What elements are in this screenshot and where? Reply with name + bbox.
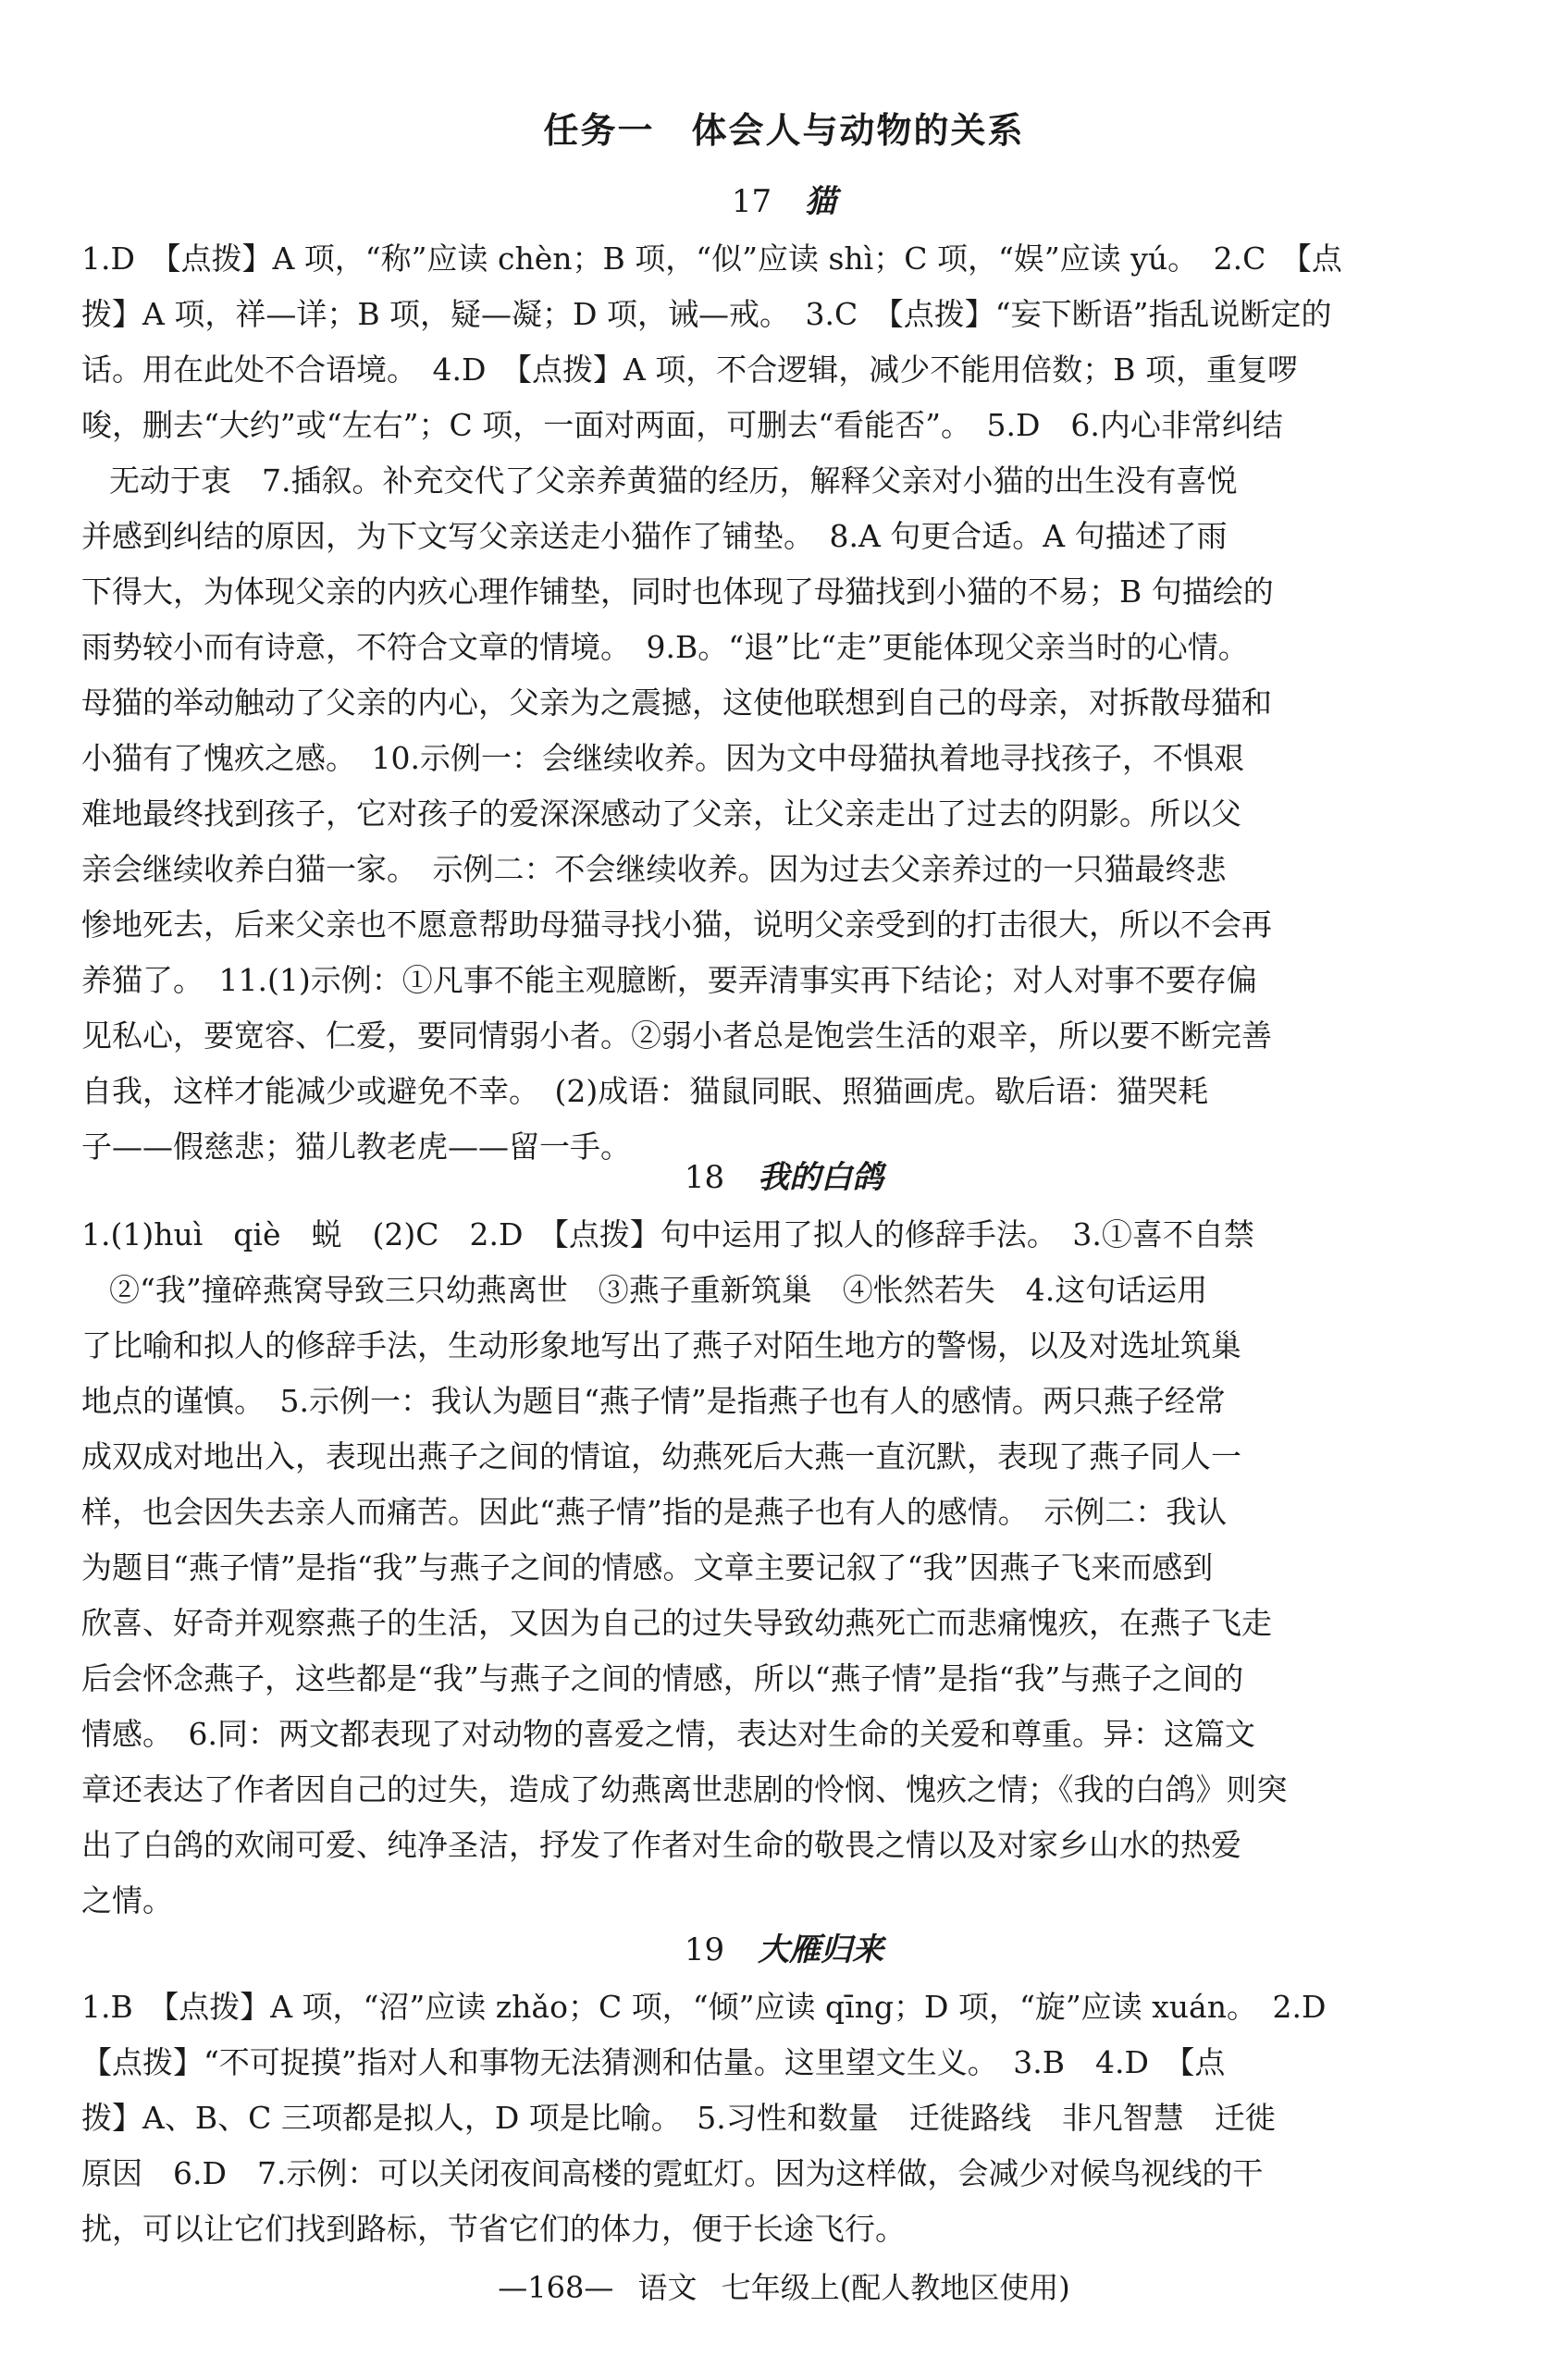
answer-line: 小猫有了愧疚之感。 10.示例一：会继续收养。因为文中母猫执着地寻找孩子，不惧艰 bbox=[81, 740, 1244, 776]
answer-line: 难地最终找到孩子，它对孩子的爱深深感动了父亲，让父亲走出了过去的阴影。所以父 bbox=[81, 796, 1241, 832]
answer-line: 为题目“燕子情”是指“我”与燕子之间的情感。文章主要记叙了“我”因燕子飞来而感到 bbox=[81, 1549, 1214, 1585]
answer-line: 出了白鸽的欢闹可爱、纯净圣洁，抒发了作者对生命的敬畏之情以及对家乡山水的热爱 bbox=[81, 1827, 1241, 1863]
answer-line: 1.D 【点拨】A 项，“称”应读 chèn；B 项，“似”应读 shì；C 项，“娱”应读 yú。 2.C 【点 bbox=[81, 241, 1342, 277]
answer-line: 母猫的举动触动了父亲的内心，父亲为之震撼，这使他联想到自己的母亲，对拆散母猫和 bbox=[81, 685, 1272, 721]
lesson-name: 我的白鸽 bbox=[758, 1159, 884, 1196]
lesson-number: 17 bbox=[731, 183, 772, 220]
task-title: 任务一 体会人与动物的关系 bbox=[543, 110, 1025, 151]
page-footer bbox=[0, 2264, 1568, 2307]
answer-line: 惨地死去，后来父亲也不愿意帮助母猫寻找小猫，说明父亲受到的打击很大，所以不会再 bbox=[81, 907, 1272, 943]
grade-info: 七年级上(配人教地区使用) bbox=[721, 2270, 1070, 2305]
answer-line: 成双成对地出入，表现出燕子之间的情谊，幼燕死后大燕一直沉默，表现了燕子同人一 bbox=[81, 1438, 1241, 1474]
answer-line: 拨】A、B、C 三项都是拟人，D 项是比喻。 5.习性和数量 迁徙路线 非凡智慧 迁徙 bbox=[81, 2100, 1276, 2136]
answer-line: 养猫了。 11.(1)示例：①凡事不能主观臆断，要弄清事实再下结论；对人对事不要存偏 bbox=[81, 962, 1257, 998]
answer-line: 见私心，要宽容、仁爱，要同情弱小者。②弱小者总是饱尝生活的艰辛，所以要不断完善 bbox=[81, 1018, 1272, 1054]
answer-line: ②“我”撞碎燕窝导致三只幼燕离世 ③燕子重新筑巢 ④怅然若失 4.这句话运用 bbox=[109, 1272, 1208, 1308]
page-number: —168— bbox=[498, 2270, 614, 2305]
lesson-17-answers bbox=[81, 231, 1395, 1175]
answer-line: 欣喜、好奇并观察燕子的生活，又因为自己的过失导致幼燕死亡而悲痛愧疚，在燕子飞走 bbox=[81, 1605, 1272, 1641]
answer-line: 自我，这样才能减少或避免不幸。 (2)成语：猫鼠同眠、照猫画虎。歇后语：猫哭耗 bbox=[81, 1073, 1209, 1109]
answer-line: 话。用在此处不合语境。 4.D 【点拨】A 项，不合逻辑，减少不能用倍数；B 项，重复啰 bbox=[81, 352, 1299, 388]
answer-line: 章还表达了作者因自己的过失，造成了幼燕离世悲剧的怜悯、愧疚之情；《我的白鸽》则突 bbox=[81, 1771, 1288, 1807]
subject: 语文 bbox=[637, 2270, 698, 2305]
answer-line: 1.B 【点拨】A 项，“沼”应读 zhǎo；C 项，“倾”应读 qīng；D 项，“旋”应读 xuán。 2.D bbox=[81, 1989, 1327, 2025]
answer-line: 【点拨】“不可捉摸”指对人和事物无法猜测和估量。这里望文生义。 3.B 4.D 【点 bbox=[81, 2044, 1226, 2080]
answer-line: 下得大，为体现父亲的内疚心理作铺垫，同时也体现了母猫找到小猫的不易；B 句描绘的 bbox=[81, 574, 1274, 610]
lesson-18-heading bbox=[0, 1152, 1568, 1197]
answer-line: 原因 6.D 7.示例：可以关闭夜间高楼的霓虹灯。因为这样做，会减少对候鸟视线的干 bbox=[81, 2155, 1264, 2191]
answer-line: 样，也会因失去亲人而痛苦。因此“燕子情”指的是燕子也有人的感情。 示例二：我认 bbox=[81, 1494, 1228, 1530]
answer-line: 子——假慈悲；猫儿教老虎——留一手。 bbox=[81, 1129, 631, 1165]
answer-line: 拨】A 项，祥—详；B 项，疑—凝；D 项，诫—戒。 3.C 【点拨】“妄下断语”指乱说断定的 bbox=[81, 296, 1332, 332]
answer-line: 扰，可以让它们找到路标，节省它们的体力，便于长途飞行。 bbox=[81, 2211, 906, 2247]
lesson-18-answers bbox=[81, 1207, 1395, 1929]
answer-line: 并感到纠结的原因，为下文写父亲送走小猫作了铺垫。 8.A 句更合适。A 句描述了雨 bbox=[81, 518, 1228, 554]
lesson-19-heading bbox=[0, 1924, 1568, 1969]
answer-line: 雨势较小而有诗意，不符合文章的情境。 9.B。“退”比“走”更能体现父亲当时的心情。 bbox=[81, 629, 1249, 665]
answer-line: 了比喻和拟人的修辞手法，生动形象地写出了燕子对陌生地方的警惕，以及对选址筑巢 bbox=[81, 1327, 1241, 1363]
lesson-17-heading bbox=[0, 176, 1568, 221]
lesson-name: 猫 bbox=[805, 183, 837, 220]
answer-line: 1.(1)huì qiè 蜕 (2)C 2.D 【点拨】句中运用了拟人的修辞手法。 3.①喜不自禁 bbox=[81, 1216, 1254, 1252]
lesson-number: 19 bbox=[684, 1931, 725, 1968]
lesson-number: 18 bbox=[684, 1159, 725, 1196]
lesson-19-answers bbox=[81, 1980, 1395, 2257]
answer-line: 后会怀念燕子，这些都是“我”与燕子之间的情感，所以“燕子情”是指“我”与燕子之间的 bbox=[81, 1660, 1244, 1696]
answer-line: 唆，删去“大约”或“左右”；C 项，一面对两面，可删去“看能否”。 5.D 6.内心非常纠结 bbox=[81, 407, 1283, 443]
answer-line: 无动于衷 7.插叙。补充交代了父亲养黄猫的经历，解释父亲对小猫的出生没有喜悦 bbox=[109, 463, 1238, 499]
answer-line: 情感。 6.同：两文都表现了对动物的喜爱之情，表达对生命的关爱和尊重。异：这篇文 bbox=[81, 1716, 1255, 1752]
answer-line: 地点的谨慎。 5.示例一：我认为题目“燕子情”是指燕子也有人的感情。两只燕子经常 bbox=[81, 1383, 1226, 1419]
answer-line: 亲会继续收养白猫一家。 示例二：不会继续收养。因为过去父亲养过的一只猫最终悲 bbox=[81, 851, 1227, 887]
answer-line: 之情。 bbox=[81, 1882, 173, 1918]
lesson-name: 大雁归来 bbox=[758, 1931, 884, 1968]
